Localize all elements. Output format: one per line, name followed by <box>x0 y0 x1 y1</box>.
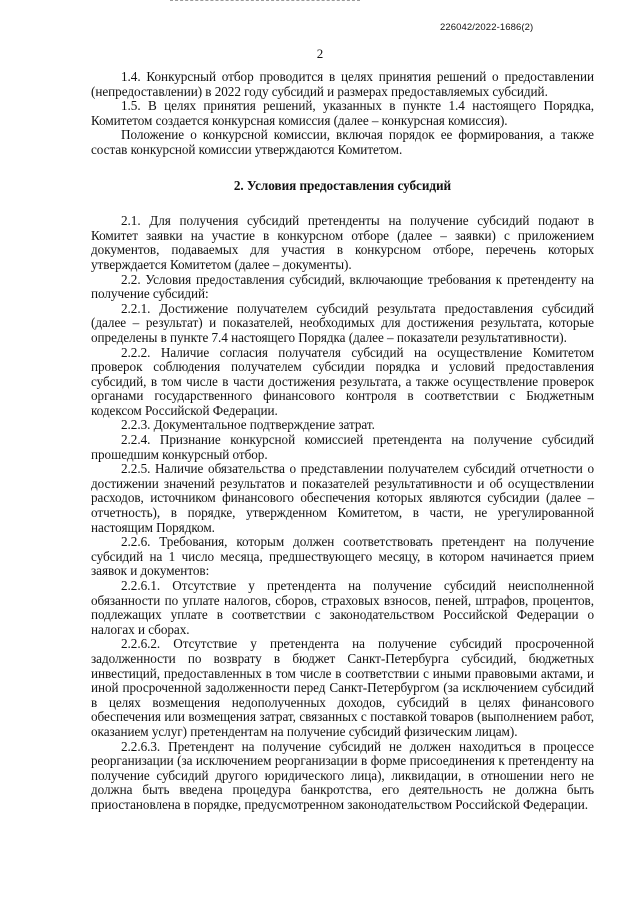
document-body <box>91 70 594 813</box>
paragraph-2-2-6-1: 2.2.6.1. Отсутствие у претендента на получение субсидий неисполненной обязанности по уплате налогов, сборов, страховых взносов, пеней, штрафов, процентов, подлежащих уплате в соответствии с законодательством Российской Федерации о налогах и сборах. <box>91 578 594 637</box>
paragraph-2-2-5: 2.2.5. Наличие обязательства о представлении получателем субсидий отчетности о достижении значений результатов и показателей результативности и об осуществлении расходов, источником финансового обеспечения которых являются субсидии (далее – отчетность), в порядке, утвержденном Комитетом, в части, не урегулированной настоящим Порядком. <box>91 461 594 535</box>
section-heading: 2. Условия предоставления субсидий <box>233 177 452 193</box>
paragraph-2-2-1: 2.2.1. Достижение получателем субсидий результата предоставления субсидий (далее – результат) и показателей, необходимых для достижения результата, которые определены в пункте 7.4 настоящего Порядка (далее – показатели результативности). <box>91 300 594 345</box>
paragraph-2-2-6-2: 2.2.6.2. Отсутствие у претендента на получение субсидий просроченной задолженности по возврату в бюджет Санкт-Петербурга субсидий, бюджетных инвестиций, предоставленных в том числе в соответствии с иными правовыми актами, и иной просроченной задолженности перед Санкт-Петербургом (за исключением субсидий в целях возмещения недополученных доходов, субсидий в целях финансового обеспечения или возмещения затрат, связанных с поставкой товаров (выполнением работ, оказанием услуг) претендентам на получение субсидий физическим лицам). <box>91 636 594 739</box>
paragraph-2-1: 2.1. Для получения субсидий претенденты на получение субсидий подают в Комитет заявки на участие в конкурсном отборе (далее – заявки) с приложением документов, подаваемых для участия в конкурсном отборе, перечень которых утверждается Комитетом (далее – документы). <box>91 213 594 272</box>
paragraph-2-2-3: 2.2.3. Документальное подтверждение затрат. <box>121 417 375 433</box>
paragraph-1-5: 1.5. В целях принятия решений, указанных в пункте 1.4 настоящего Порядка, Комитетом создается конкурсная комиссия (далее – конкурсная комиссия). <box>91 98 594 128</box>
paragraph-2-2: 2.2. Условия предоставления субсидий, включающие требования к претенденту на получение субсидий: <box>91 271 594 302</box>
page-number: 2 <box>316 46 324 61</box>
paragraph-2-2-6-3: 2.2.6.3. Претендент на получение субсидий не должен находиться в процессе реорганизации (за исключением реорганизации в форме присоединения к претенденту на получение субсидий другого юридического лица), ликвидации, в отношении него не должна быть введена процедура банкротства, его деятельность не должна быть приостановлена в порядке, предусмотренном законодательством Российской Федерации. <box>91 738 594 812</box>
registration-number: 226042/2022-1686(2) <box>440 22 534 33</box>
paragraph-commission-regulation: Положение о конкурсной комиссии, включая порядок ее формирования, а также состав конкурсной комиссии утверждаются Комитетом. <box>91 127 594 157</box>
paragraph-1-4: 1.4. Конкурсный отбор проводится в целях принятия решений о предоставлении (непредоставлении) в 2022 году субсидий и размерах предоставляемых субсидий. <box>91 69 594 99</box>
top-edge-rule <box>170 0 360 3</box>
paragraph-2-2-4: 2.2.4. Признание конкурсной комиссией претендента на получение субсидий прошедшим конкурсный отбор. <box>91 432 594 462</box>
paragraph-2-2-6: 2.2.6. Требования, которым должен соответствовать претендент на получение субсидий на 1 число месяца, предшествующего месяцу, в котором начинается прием заявок и документов: <box>91 534 594 579</box>
paragraph-2-2-2: 2.2.2. Наличие согласия получателя субсидий на осуществление Комитетом проверок соблюдения получателем субсидии порядка и условий предоставления субсидий, в том числе в части достижения результата, а также осуществление проверок органами государственного финансового контроля в соответствии с Бюджетным кодексом Российской Федерации. <box>91 344 594 418</box>
